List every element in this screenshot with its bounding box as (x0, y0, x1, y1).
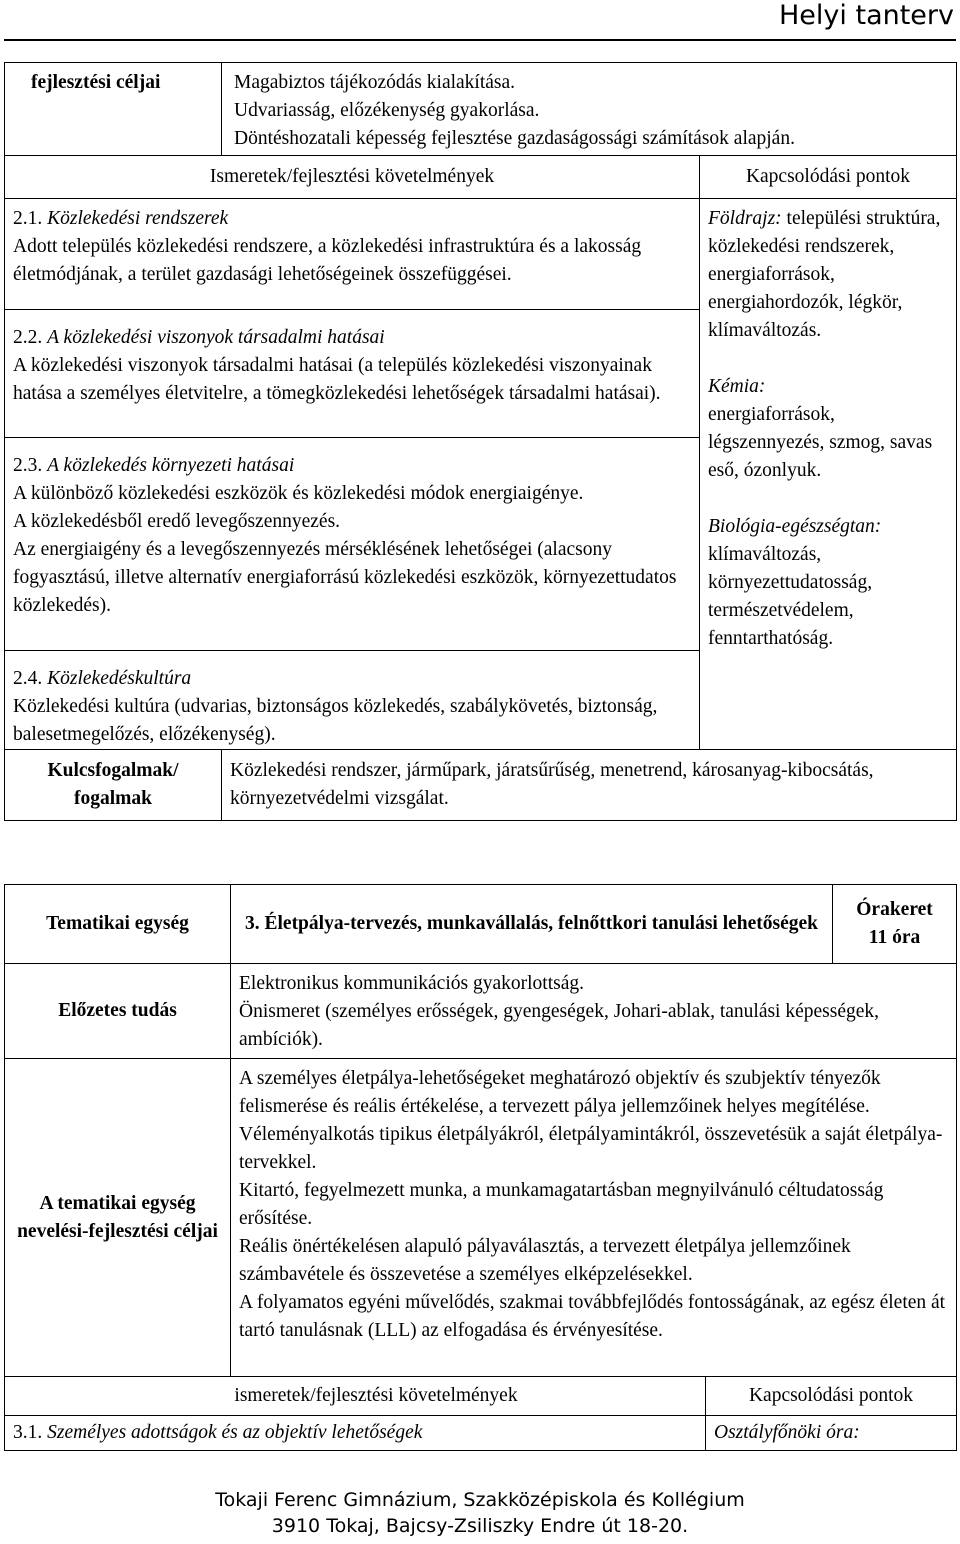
goal-item: Udvariasság, előzékenység gyakorlása. (234, 100, 540, 121)
hours-label: Órakeret (856, 899, 933, 920)
col-header-links: Kapcsolódási pontok (706, 1377, 957, 1416)
col-header-requirements: Ismeretek/fejlesztési követelmények (5, 156, 700, 199)
section-cell (5, 1416, 706, 1451)
goals-cell (222, 63, 957, 156)
section-number: 2.2. (13, 327, 43, 348)
section-body: A különböző közlekedési eszközök és közlekedési módok energiaigénye. (13, 483, 584, 504)
hours-cell (833, 885, 957, 964)
unit-goals-cell (231, 1059, 957, 1377)
links-cell (700, 199, 957, 750)
prior-knowledge-row (5, 964, 957, 1059)
section-body: A közlekedésből eredő levegőszennyezés. (13, 511, 341, 532)
link-text: települési struktúra, közlekedési rendszerek, energiaforrások, energiahordozók, légkör, klímaváltozás. (708, 208, 941, 341)
section-title: A közlekedési viszonyok társadalmi hatásai (47, 327, 385, 348)
section-cell (5, 651, 700, 750)
link-subject: Kémia: (708, 376, 766, 397)
column-header-row (5, 1377, 957, 1416)
link-text: klímaváltozás, környezettudatosság, természetvédelem, fenntarthatóság. (708, 544, 873, 649)
unit-row (5, 885, 957, 964)
section-row (5, 1416, 957, 1451)
link-subject: Földrajz: (708, 208, 782, 229)
page-header-title: Helyi tanterv (779, 0, 954, 31)
prior-label: Előzetes tudás (5, 964, 231, 1059)
section-title: Közlekedési rendszerek (47, 208, 229, 229)
goal-item: Véleményalkotás tipikus életpályákról, életpályamintákról, összevetésük a saját életpálya-tervekkel. (239, 1124, 943, 1173)
goal-item: Magabiztos tájékozódás kialakítása. (234, 72, 516, 93)
column-header-row (5, 156, 957, 199)
prior-item: Önismeret (személyes erősségek, gyengeségek, Johari-ablak, tanulási képességek, ambíciók). (239, 1001, 880, 1050)
link-block-biology (708, 513, 948, 653)
prior-cell (231, 964, 957, 1059)
goals-label: fejlesztési céljai (5, 63, 222, 156)
section-title: A közlekedés környezeti hatásai (47, 455, 295, 476)
section-title: Közlekedéskultúra (47, 668, 192, 689)
goal-item: A folyamatos egyéni művelődés, szakmai továbbfejlődés fontosságának, az egész életen át tartó tanulásnak (LLL) az elfogadása és érvényesítése. (239, 1292, 946, 1341)
hours-value: 11 óra (868, 927, 921, 948)
link-block-geography (708, 205, 948, 345)
section-title: Személyes adottságok és az objektív lehetőségek (47, 1422, 423, 1443)
curriculum-table-3 (4, 884, 957, 1451)
section-body: Adott település közlekedési rendszere, a közlekedési infrastruktúra és a lakosság életmódjának, a terület gazdasági lehetőségeinek összefüggései. (13, 236, 642, 285)
col-header-links: Kapcsolódási pontok (700, 156, 957, 199)
key-concepts-label: Kulcsfogalmak/ fogalmak (5, 750, 222, 821)
unit-goals-row (5, 1059, 957, 1377)
key-concepts-text: Közlekedési rendszer, járműpark, járatsűrűség, menetrend, károsanyag-kibocsátás, környezetvédelmi vizsgálat. (222, 750, 957, 821)
link-subject: Biológia-egészségtan: (708, 516, 882, 537)
header-rule (4, 39, 956, 41)
unit-title: 3. Életpálya-tervezés, munkavállalás, felnőttkori tanulási lehetőségek (231, 885, 833, 964)
section-number: 3.1. (13, 1422, 43, 1443)
link-text: energiaforrások, légszennyezés, szmog, savas eső, ózonlyuk. (708, 404, 933, 481)
goal-item: A személyes életpálya-lehetőségeket meghatározó objektív és szubjektív tényezők felismerése és reális értékelése, a tervezett pálya jellemzőinek helyes megítélése. (239, 1068, 881, 1117)
goal-item: Kitartó, fegyelmezett munka, a munkamagatartásban megnyilvánuló céltudatosság erősítése. (239, 1180, 884, 1229)
section-body: A közlekedési viszonyok társadalmi hatásai (a település közlekedési viszonyainak hatása a személyes életvitelre, a tömegközlekedési lehetőségek társadalmi hatásai). (13, 355, 661, 404)
curriculum-table-2 (4, 62, 957, 821)
goal-item: Reális önértékelésen alapuló pályaválasztás, a tervezett életpálya jellemzőinek számbavétele és összevetése a személyes elképzelésekkel. (239, 1236, 851, 1285)
section-cell (5, 199, 700, 310)
section-number: 2.3. (13, 455, 43, 476)
unit-label: Tematikai egység (5, 885, 231, 964)
section-cell (5, 438, 700, 651)
footer-address: 3910 Tokaj, Bajcsy-Zsiliszky Endre út 18-20. (271, 1515, 689, 1537)
section-link: Osztályfőnöki óra: (706, 1416, 957, 1451)
section-cell (5, 310, 700, 438)
unit-goals-label: A tematikai egység nevelési-fejlesztési céljai (5, 1059, 231, 1377)
goals-row (5, 63, 957, 156)
prior-item: Elektronikus kommunikációs gyakorlottság. (239, 973, 584, 994)
link-block-chemistry (708, 373, 948, 485)
section-number: 2.4. (13, 668, 43, 689)
col-header-requirements: ismeretek/fejlesztési követelmények (5, 1377, 706, 1416)
key-concepts-row (5, 750, 957, 821)
section-number: 2.1. (13, 208, 43, 229)
goal-item: Döntéshozatali képesség fejlesztése gazdaságossági számítások alapján. (234, 128, 795, 149)
footer-school-name: Tokaji Ferenc Gimnázium, Szakközépiskola és Kollégium (215, 1489, 745, 1511)
section-body: Közlekedési kultúra (udvarias, biztonságos közlekedés, szabálykövetés, biztonság, balesetmegelőzés, előzékenység). (13, 696, 658, 745)
section-body: Az energiaigény és a levegőszennyezés mérséklésének lehetőségei (alacsony fogyasztású, illetve alternatív energiaforrású közlekedési eszközök, környezettudatos közlekedés). (13, 539, 677, 616)
page-footer (0, 1487, 960, 1539)
section-row (5, 199, 957, 310)
